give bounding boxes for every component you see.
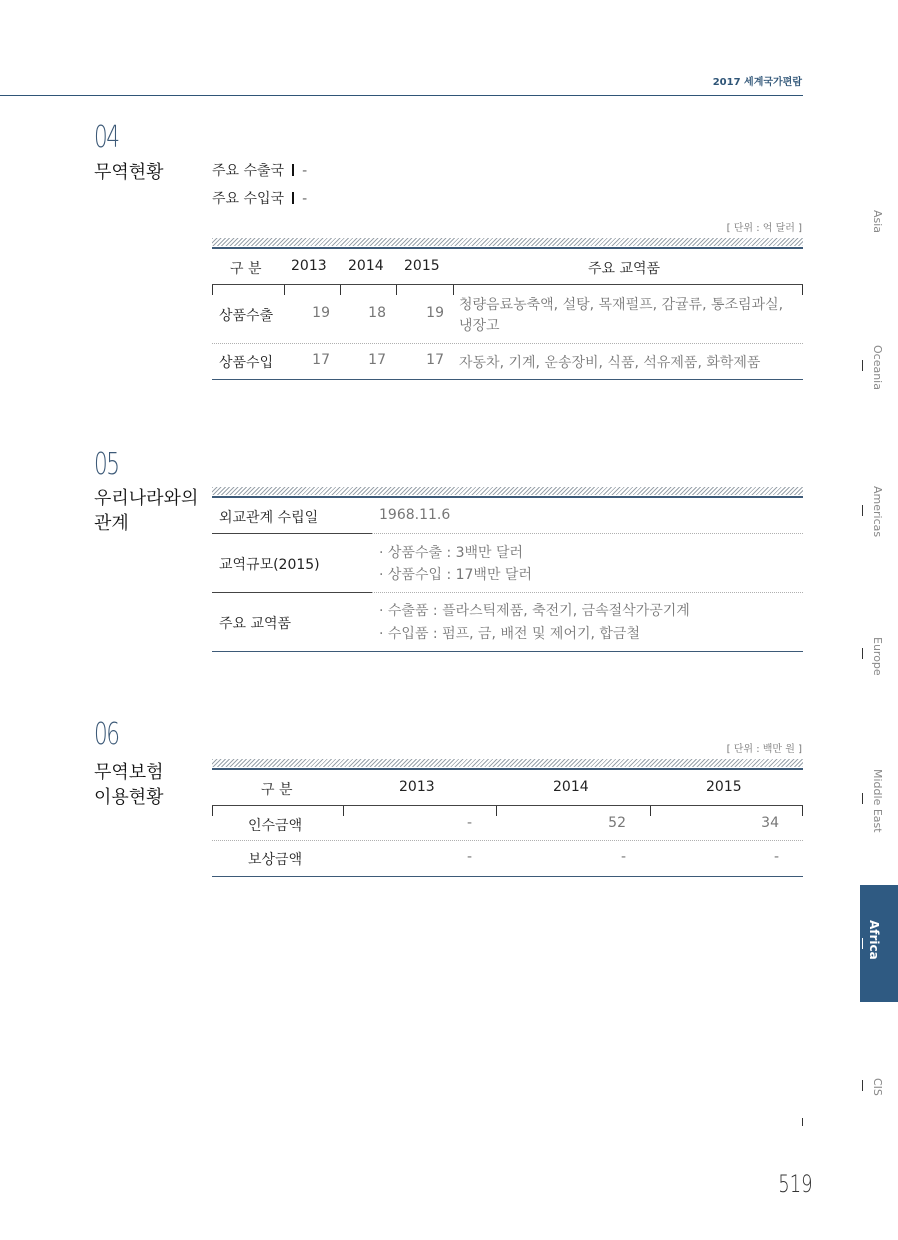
section-05-title-line2: 관계: [94, 513, 129, 534]
side-tab-cis[interactable]: CIS: [871, 1078, 884, 1096]
table-hatch: [212, 759, 803, 767]
s05-main-items-line1: · 수출품 : 플라스틱제품, 축전기, 금속절삭가공기계: [379, 603, 690, 619]
s06-row-underwriting-2014: 52: [608, 815, 626, 831]
col-tick: [212, 806, 213, 816]
s04-row-import-2013: 17: [312, 352, 330, 368]
row-separator: [372, 533, 803, 534]
side-tab-marker: [862, 360, 863, 371]
col-tick: [343, 806, 344, 816]
s05-trade-volume-label: 교역규모(2015): [219, 557, 320, 573]
main-import-label: 주요 수입국: [212, 191, 285, 207]
col-tick: [496, 806, 497, 816]
s06-row-compensation-2013: -: [466, 849, 472, 865]
main-export-line: [212, 160, 307, 180]
section-06-number: 06: [94, 717, 119, 752]
col-tick: [396, 285, 397, 295]
s05-main-items-label: 주요 교역품: [219, 616, 292, 632]
table-bottom-rule: [212, 651, 803, 652]
s04-row-export-label: 상품수출: [219, 308, 274, 324]
s06-row-compensation-label: 보상금액: [248, 852, 303, 868]
col-tick: [284, 285, 285, 295]
table-hatch: [212, 487, 803, 495]
main-import-value: -: [302, 191, 308, 207]
s04-row-import-2015: 17: [426, 352, 444, 368]
table-top-rule: [212, 247, 803, 249]
s04-row-export-items-2: 냉장고: [459, 318, 500, 334]
s04-row-export-2014: 18: [368, 305, 386, 321]
col-tick: [453, 285, 454, 295]
s06-row-underwriting-2015: 34: [761, 815, 779, 831]
section-05-title-line1: 우리나라와의: [94, 488, 199, 509]
header-rule: [0, 95, 803, 96]
main-export-value: -: [302, 163, 308, 179]
side-tab-europe[interactable]: Europe: [871, 637, 884, 676]
table-top-rule: [212, 768, 803, 770]
s05-diplomacy-label: 외교관계 수립일: [219, 510, 319, 526]
row-separator: [372, 592, 803, 593]
s04-row-import-items: 자동차, 기계, 운송장비, 식품, 석유제품, 화학제품: [459, 355, 761, 371]
side-tab-marker: [862, 505, 863, 516]
s05-main-items-line2: · 수입품 : 펌프, 금, 배전 및 제어기, 합금철: [379, 626, 640, 642]
side-tab-asia[interactable]: Asia: [871, 210, 884, 234]
section-05-number: 05: [94, 447, 119, 482]
side-tab-middle-east[interactable]: Middle East: [871, 769, 884, 833]
running-header: 2017 세계국가편람: [712, 77, 802, 88]
side-tab-marker: [862, 938, 863, 949]
label-separator: [212, 592, 372, 593]
side-tab-marker: [862, 648, 863, 659]
col-tick: [340, 285, 341, 295]
s04-row-import-2014: 17: [368, 352, 386, 368]
main-export-label: 주요 수출국: [212, 163, 285, 179]
section-06-title-line1: 무역보험: [94, 762, 164, 783]
header-separator: [212, 805, 803, 806]
page-tick: [802, 1118, 803, 1126]
page-number: 519: [778, 1170, 813, 1198]
table-bottom-rule: [212, 876, 803, 877]
s05-diplomacy-value: 1968.11.6: [379, 507, 451, 523]
section-06-title-line2: 이용현황: [94, 787, 164, 808]
side-tab-oceania[interactable]: Oceania: [871, 345, 884, 390]
s04-unit-note: [ 단위 : 억 달러 ]: [726, 223, 802, 234]
s04-header-2014: 2014: [348, 258, 384, 274]
main-import-line: [212, 188, 307, 208]
s06-header-2014: 2014: [553, 779, 589, 795]
side-tab-marker: [862, 1080, 863, 1091]
s04-header-items: 주요 교역품: [588, 261, 661, 277]
side-tab-americas[interactable]: Americas: [871, 486, 884, 538]
s05-trade-volume-line2: · 상품수입 : 17백만 달러: [379, 567, 532, 583]
s04-header-category: 구 분: [230, 261, 262, 277]
s06-row-compensation-2015: -: [773, 849, 779, 865]
s06-row-underwriting-2013: -: [466, 815, 472, 831]
col-tick: [650, 806, 651, 816]
s04-header-2013: 2013: [291, 258, 327, 274]
separator-bar: [292, 192, 294, 204]
col-tick: [802, 285, 803, 295]
row-separator: [212, 840, 803, 841]
side-tab-marker: [862, 793, 863, 804]
table-hatch: [212, 238, 803, 246]
header-separator: [212, 284, 803, 285]
table-bottom-rule: [212, 379, 803, 380]
s04-header-2015: 2015: [404, 258, 440, 274]
s04-row-export-items-1: 청량음료농축액, 설탕, 목재펄프, 감귤류, 통조림과실,: [459, 297, 784, 313]
s05-trade-volume-line1: · 상품수출 : 3백만 달러: [379, 545, 524, 561]
col-tick: [212, 285, 213, 295]
section-04-number: 04: [94, 120, 119, 155]
s06-row-compensation-2014: -: [620, 849, 626, 865]
label-separator: [212, 533, 372, 534]
s06-header-category: 구 분: [261, 782, 293, 798]
section-04-title: 무역현황: [94, 162, 164, 183]
table-top-rule: [212, 496, 803, 498]
s04-row-export-2013: 19: [312, 305, 330, 321]
s06-header-2015: 2015: [706, 779, 742, 795]
separator-bar: [292, 164, 294, 176]
s06-row-underwriting-label: 인수금액: [248, 818, 303, 834]
row-separator: [212, 343, 803, 344]
s06-header-2013: 2013: [399, 779, 435, 795]
side-tab-africa[interactable]: Africa: [867, 920, 881, 960]
col-tick: [802, 806, 803, 816]
s04-row-import-label: 상품수입: [219, 355, 274, 371]
s06-unit-note: [ 단위 : 백만 원 ]: [726, 744, 802, 755]
s04-row-export-2015: 19: [426, 305, 444, 321]
